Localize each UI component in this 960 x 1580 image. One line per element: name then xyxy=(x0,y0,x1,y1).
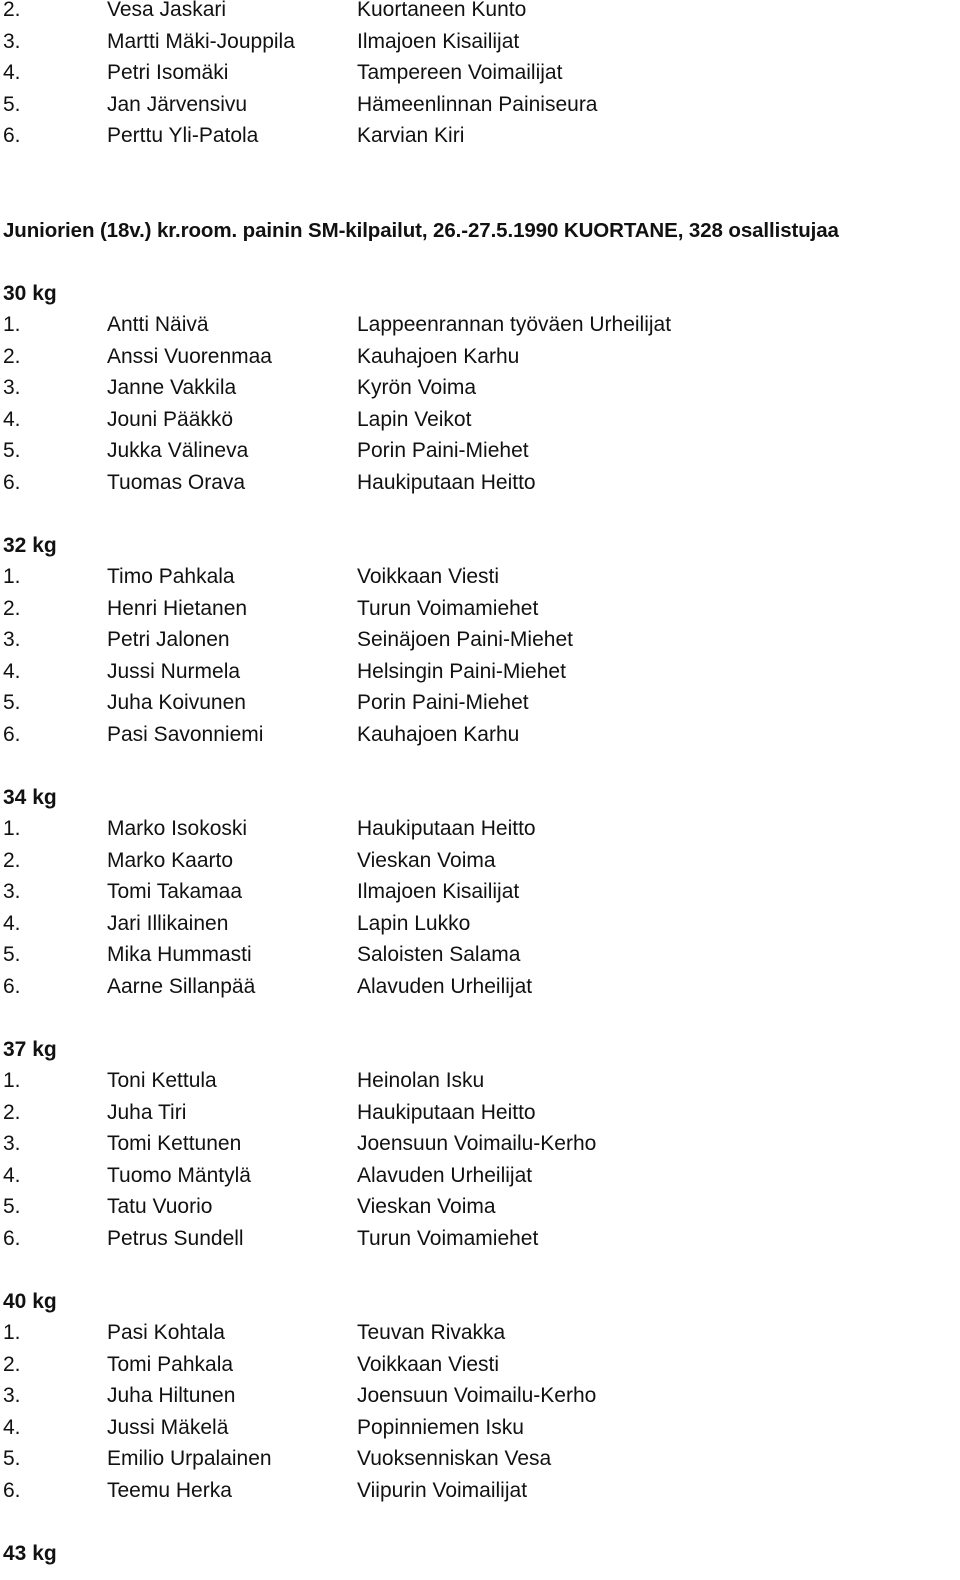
weight-class-heading: 34 kg xyxy=(3,785,57,809)
athlete-name: Tomi Pahkala xyxy=(107,1352,234,1376)
result-row xyxy=(0,372,960,404)
result-row xyxy=(0,1191,960,1223)
place: 5. xyxy=(3,92,21,116)
result-row xyxy=(0,876,960,908)
club-name: Helsingin Paini-Miehet xyxy=(357,659,566,683)
place: 6. xyxy=(3,124,21,147)
athlete-name: Petri Isomäki xyxy=(107,61,229,84)
result-row xyxy=(0,813,960,845)
club-name: Kyrön Voima xyxy=(357,376,477,399)
place: 2. xyxy=(3,0,21,21)
athlete-name: Jukka Välineva xyxy=(107,439,249,462)
place: 3. xyxy=(3,880,21,903)
result-row xyxy=(0,1412,960,1444)
athlete-name: Aarne Sillanpää xyxy=(107,974,256,998)
athlete-name: Henri Hietanen xyxy=(107,596,248,620)
club-name: Ilmajoen Kisailijat xyxy=(357,880,520,903)
result-row xyxy=(0,309,960,341)
club-name: Ilmajoen Kisailijat xyxy=(357,29,520,53)
athlete-name: Timo Pahkala xyxy=(107,565,235,588)
place: 3. xyxy=(3,628,21,651)
weight-class-heading: 43 kg xyxy=(3,1541,57,1565)
place: 6. xyxy=(3,974,21,998)
result-row xyxy=(0,120,960,152)
result-row xyxy=(0,719,960,751)
club-name: Vieskan Voima xyxy=(357,1195,496,1218)
club-name: Joensuun Voimailu-Kerho xyxy=(357,1132,597,1155)
club-name: Porin Paini-Miehet xyxy=(357,691,529,714)
result-row xyxy=(0,845,960,877)
weight-class-40 xyxy=(0,1286,960,1507)
result-row xyxy=(0,687,960,719)
weight-class-37 xyxy=(0,1034,960,1255)
place: 1. xyxy=(3,313,21,336)
athlete-name: Juha Koivunen xyxy=(107,691,246,714)
athlete-name: Anssi Vuorenmaa xyxy=(107,344,272,368)
place: 3. xyxy=(3,1132,21,1155)
weight-class-32 xyxy=(0,530,960,751)
result-row xyxy=(0,1317,960,1349)
place: 1. xyxy=(3,1321,21,1344)
result-row xyxy=(0,939,960,971)
place: 4. xyxy=(3,1415,21,1439)
athlete-name: Petrus Sundell xyxy=(107,1226,244,1250)
weight-class-34 xyxy=(0,782,960,1003)
place: 5. xyxy=(3,1447,21,1470)
club-name: Haukiputaan Heitto xyxy=(357,817,536,840)
club-name: Teuvan Rivakka xyxy=(357,1321,506,1344)
place: 2. xyxy=(3,848,21,872)
weight-class-43 xyxy=(0,1538,960,1570)
result-row xyxy=(0,467,960,499)
club-name: Alavuden Urheilijat xyxy=(357,1163,533,1187)
place: 3. xyxy=(3,1384,21,1407)
club-name: Kuortaneen Kunto xyxy=(357,0,527,21)
result-row xyxy=(0,57,960,89)
club-name: Alavuden Urheilijat xyxy=(357,974,533,998)
place: 6. xyxy=(3,470,21,494)
place: 4. xyxy=(3,407,21,431)
result-row xyxy=(0,1475,960,1507)
result-row xyxy=(0,1223,960,1255)
result-row xyxy=(0,89,960,121)
club-name: Voikkaan Viesti xyxy=(357,565,500,588)
result-row xyxy=(0,971,960,1003)
result-row xyxy=(0,1065,960,1097)
place: 4. xyxy=(3,1163,21,1187)
athlete-name: Vesa Jaskari xyxy=(107,0,227,21)
place: 2. xyxy=(3,596,21,620)
result-row xyxy=(0,0,960,26)
event-title: Juniorien (18v.) kr.room. painin SM-kilpailut, 26.-27.5.1990 KUORTANE, 328 osallistujaa xyxy=(3,218,839,242)
club-name: Kauhajoen Karhu xyxy=(357,344,520,368)
athlete-name: Jussi Mäkelä xyxy=(107,1415,229,1439)
club-name: Vieskan Voima xyxy=(357,848,496,872)
athlete-name: Jan Järvensivu xyxy=(107,92,248,116)
result-row xyxy=(0,1443,960,1475)
athlete-name: Tuomo Mäntylä xyxy=(107,1163,251,1187)
weight-class-heading: 32 kg xyxy=(3,533,57,557)
club-name: Viipurin Voimailijat xyxy=(357,1478,528,1502)
place: 4. xyxy=(3,911,21,935)
place: 5. xyxy=(3,943,21,966)
place: 6. xyxy=(3,722,21,746)
club-name: Kauhajoen Karhu xyxy=(357,722,520,746)
athlete-name: Perttu Yli-Patola xyxy=(107,124,259,147)
place: 3. xyxy=(3,29,21,53)
club-name: Voikkaan Viesti xyxy=(357,1352,500,1376)
place: 2. xyxy=(3,344,21,368)
result-row xyxy=(0,1128,960,1160)
club-name: Turun Voimamiehet xyxy=(357,596,539,620)
athlete-name: Pasi Savonniemi xyxy=(107,722,264,746)
result-row xyxy=(0,341,960,373)
athlete-name: Pasi Kohtala xyxy=(107,1321,225,1344)
result-row xyxy=(0,656,960,688)
athlete-name: Janne Vakkila xyxy=(107,376,237,399)
place: 4. xyxy=(3,61,21,84)
weight-class-30 xyxy=(0,278,960,499)
athlete-name: Mika Hummasti xyxy=(107,943,252,966)
athlete-name: Petri Jalonen xyxy=(107,628,230,651)
club-name: Heinolan Isku xyxy=(357,1069,485,1092)
athlete-name: Tuomas Orava xyxy=(107,470,246,494)
place: 5. xyxy=(3,439,21,462)
club-name: Lappeenrannan työväen Urheilijat xyxy=(357,313,672,336)
athlete-name: Tatu Vuorio xyxy=(107,1195,213,1218)
weight-class-heading: 40 kg xyxy=(3,1289,57,1313)
athlete-name: Marko Kaarto xyxy=(107,848,234,872)
club-name: Joensuun Voimailu-Kerho xyxy=(357,1384,597,1407)
place: 5. xyxy=(3,691,21,714)
athlete-name: Toni Kettula xyxy=(107,1069,217,1092)
place: 1. xyxy=(3,817,21,840)
place: 2. xyxy=(3,1100,21,1124)
athlete-name: Tomi Takamaa xyxy=(107,880,243,903)
club-name: Haukiputaan Heitto xyxy=(357,1100,536,1124)
club-name: Saloisten Salama xyxy=(357,943,521,966)
athlete-name: Teemu Herka xyxy=(107,1478,232,1502)
result-row xyxy=(0,624,960,656)
athlete-name: Jussi Nurmela xyxy=(107,659,241,683)
place: 6. xyxy=(3,1478,21,1502)
place: 1. xyxy=(3,1069,21,1092)
athlete-name: Juha Hiltunen xyxy=(107,1384,236,1407)
athlete-name: Jari Illikainen xyxy=(107,911,229,935)
club-name: Lapin Lukko xyxy=(357,911,471,935)
club-name: Seinäjoen Paini-Miehet xyxy=(357,628,573,651)
result-row xyxy=(0,26,960,58)
club-name: Popinniemen Isku xyxy=(357,1415,524,1439)
place: 4. xyxy=(3,659,21,683)
result-row xyxy=(0,1349,960,1381)
place: 3. xyxy=(3,376,21,399)
athlete-name: Martti Mäki-Jouppila xyxy=(107,29,295,53)
club-name: Hämeenlinnan Painiseura xyxy=(357,92,598,116)
athlete-name: Emilio Urpalainen xyxy=(107,1447,272,1470)
previous-results-list xyxy=(0,0,960,152)
club-name: Haukiputaan Heitto xyxy=(357,470,536,494)
weight-class-heading: 30 kg xyxy=(3,281,57,305)
athlete-name: Antti Näivä xyxy=(107,313,209,336)
club-name: Porin Paini-Miehet xyxy=(357,439,529,462)
result-row xyxy=(0,404,960,436)
place: 1. xyxy=(3,565,21,588)
club-name: Turun Voimamiehet xyxy=(357,1226,539,1250)
result-row xyxy=(0,561,960,593)
athlete-name: Juha Tiri xyxy=(107,1100,187,1124)
athlete-name: Marko Isokoski xyxy=(107,817,248,840)
club-name: Tampereen Voimailijat xyxy=(357,61,563,84)
athlete-name: Tomi Kettunen xyxy=(107,1132,242,1155)
result-row xyxy=(0,1160,960,1192)
result-row xyxy=(0,1380,960,1412)
weight-class-heading: 37 kg xyxy=(3,1037,57,1061)
club-name: Karvian Kiri xyxy=(357,124,465,147)
athlete-name: Jouni Pääkkö xyxy=(107,407,234,431)
result-row xyxy=(0,1097,960,1129)
result-row xyxy=(0,908,960,940)
club-name: Lapin Veikot xyxy=(357,407,472,431)
club-name: Vuoksenniskan Vesa xyxy=(357,1447,552,1470)
result-row xyxy=(0,435,960,467)
place: 2. xyxy=(3,1352,21,1376)
place: 5. xyxy=(3,1195,21,1218)
place: 6. xyxy=(3,1226,21,1250)
result-row xyxy=(0,593,960,625)
